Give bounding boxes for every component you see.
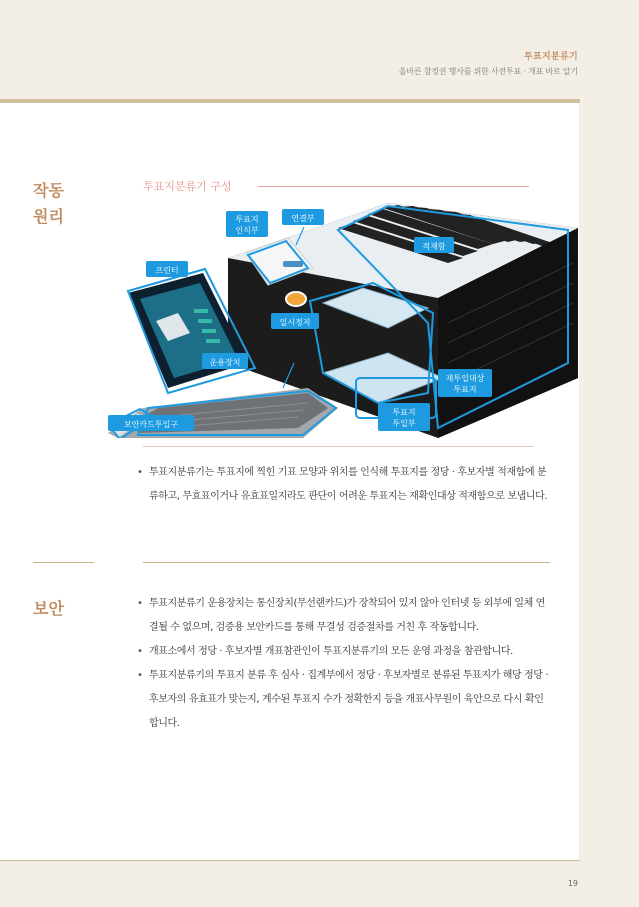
section-divider-left — [33, 562, 94, 563]
figure-caption-rule — [258, 186, 529, 187]
header-title: 투표지분류기 — [524, 52, 578, 62]
label-connector-text: 연결부 — [291, 214, 315, 223]
operation-bullet-list — [136, 461, 551, 509]
security-bullet-list — [136, 592, 551, 736]
label-pause-text: 일시정지 — [279, 318, 311, 327]
label-printer — [146, 261, 188, 277]
label-pause — [271, 313, 319, 329]
label-connector — [282, 209, 324, 225]
label-reader-l2: 인식부 — [235, 226, 259, 235]
list-item: • 투표지분류기 운용장치는 통신장치(무선랜카드)가 장착되어 있지 않아 인터넷 등 외부에 일체 연결될 수 없으며, 검증용 보안카드를 통해 무결성 검증절차를 거친 후 작동합니다. — [136, 592, 551, 640]
page-header — [0, 0, 639, 100]
header-subtitle: 올바른 참정권 행사를 위한 사전투표 · 개표 바로 알기 — [398, 67, 578, 76]
label-reader — [226, 211, 268, 237]
ballot-sorter-figure — [108, 203, 578, 438]
label-operator-text: 운용장치 — [209, 358, 241, 367]
label-card-slot — [108, 415, 194, 431]
section-divider-right — [143, 562, 550, 563]
list-item: • 투표지분류기의 투표지 분류 후 심사 · 집계부에서 정당 · 후보자별로 분류된 투표지가 해당 정당 · 후보자의 유효표가 맞는지, 계수된 투표지 수가 정확한지 등을 개표사무원이 육안으로 다시 확인합니다. — [136, 664, 551, 736]
section-heading-security: 보안 — [33, 599, 64, 618]
label-reconfirm-l2: 투표지 — [453, 385, 477, 394]
page-number: 19 — [567, 879, 578, 888]
figure-caption: 투표지분류기 구성 — [143, 180, 232, 193]
footer-rule — [0, 860, 580, 861]
page-content — [0, 103, 579, 860]
label-reconfirm — [438, 369, 492, 397]
label-reconfirm-l1: 재투입대상 — [445, 374, 485, 383]
list-item: • 투표지분류기는 투표지에 찍힌 기표 모양과 위치를 인식해 투표지를 정당 · 후보자별 적재함에 분류하고, 무효표이거나 유효표일지라도 판단이 어려운 투표지는 재확인대상 적재함으로 보냅니다. — [136, 461, 551, 509]
label-stacker-text: 적재함 — [422, 242, 446, 251]
label-feeder — [378, 403, 430, 431]
label-printer-text: 프린터 — [155, 266, 179, 275]
label-operator — [202, 353, 248, 369]
section-heading-operation: 작동 원리 — [33, 181, 64, 226]
list-item: • 개표소에서 정당 · 후보자별 개표참관인이 투표지분류기의 모든 운영 과정을 참관합니다. — [136, 640, 551, 664]
figure-bottom-rule — [143, 446, 534, 447]
label-card-slot-text: 보안카드투입구 — [123, 420, 179, 429]
label-reader-l1: 투표지 — [235, 215, 259, 224]
label-stacker — [414, 237, 454, 253]
label-feeder-l2: 투입부 — [392, 419, 416, 428]
label-feeder-l1: 투표지 — [392, 408, 416, 417]
